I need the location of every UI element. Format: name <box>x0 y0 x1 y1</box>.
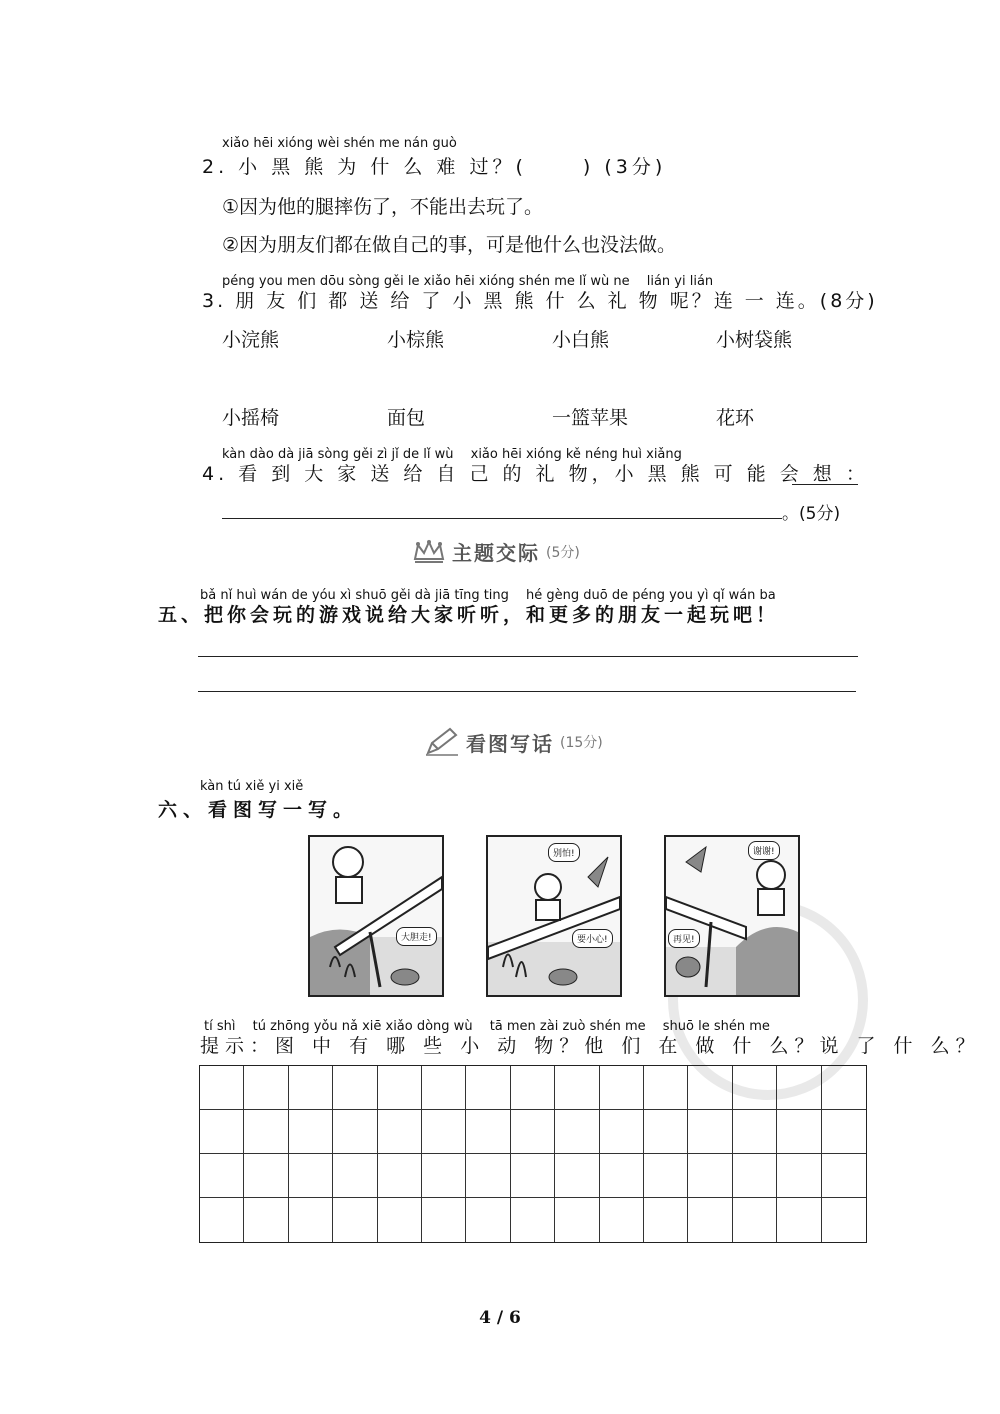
grid-cell[interactable] <box>333 1066 377 1110</box>
q3-pinyin: péng you men dōu sòng gěi le xiǎo hēi xióng shén me lǐ wù ne lián yi lián <box>222 274 714 289</box>
q4-score: 。(5分) <box>782 504 841 524</box>
grid-cell[interactable] <box>600 1110 644 1154</box>
crown-icon <box>412 539 446 565</box>
grid-cell[interactable] <box>422 1198 466 1242</box>
grid-cell[interactable] <box>644 1198 688 1242</box>
q2-option-1[interactable]: ①因为他的腿摔伤了，不能出去玩了。 <box>222 196 544 218</box>
grid-cell[interactable] <box>511 1154 555 1198</box>
comic-panel-1 <box>308 835 444 997</box>
q3-gift-3[interactable]: 一篮苹果 <box>552 407 629 429</box>
q3-gift-2[interactable]: 面包 <box>387 407 426 429</box>
grid-cell[interactable] <box>289 1198 333 1242</box>
q4-question: 4. 看 到 大 家 送 给 自 己 的 礼 物，小 黑 熊 可 能 会 想 ： <box>202 463 869 485</box>
grid-cell[interactable] <box>200 1198 244 1242</box>
section-score-communication: (5分) <box>546 544 580 561</box>
grid-cell[interactable] <box>333 1198 377 1242</box>
grid-cell[interactable] <box>466 1110 510 1154</box>
section-score-writing: (15分) <box>560 735 603 751</box>
comic-panel-2 <box>486 835 622 997</box>
speech-bubble-1: 大胆走! <box>396 927 437 946</box>
q5-question: 五、把你会玩的游戏说给大家听听，和更多的朋友一起玩吧！ <box>158 604 780 626</box>
page-number: 4 / 6 <box>479 1308 521 1328</box>
speech-bubble-5: 再见! <box>668 929 700 948</box>
grid-cell[interactable] <box>511 1198 555 1242</box>
q3-gift-4[interactable]: 花环 <box>716 407 755 429</box>
grid-cell[interactable] <box>644 1154 688 1198</box>
grid-cell[interactable] <box>378 1066 422 1110</box>
grid-cell[interactable] <box>333 1154 377 1198</box>
comic-panel-3 <box>664 835 800 997</box>
bear-bridge-illustration <box>310 837 442 995</box>
section-banner-communication <box>412 537 580 566</box>
grid-cell[interactable] <box>244 1154 288 1198</box>
q4-answer-line-1[interactable] <box>792 484 858 485</box>
grid-cell[interactable] <box>289 1066 333 1110</box>
q2-question: 2. 小 黑 熊 为 什 么 难 过？( ) (3分) <box>202 156 667 178</box>
grid-cell[interactable] <box>466 1154 510 1198</box>
grid-cell[interactable] <box>511 1066 555 1110</box>
section-title-communication: 主题交际 <box>452 541 540 565</box>
grid-cell[interactable] <box>733 1110 777 1154</box>
grid-cell[interactable] <box>733 1198 777 1242</box>
q3-animal-2[interactable]: 小棕熊 <box>387 329 445 351</box>
grid-cell[interactable] <box>378 1154 422 1198</box>
q2-option-2[interactable]: ②因为朋友们都在做自己的事，可是他什么也没法做。 <box>222 234 677 256</box>
grid-cell[interactable] <box>422 1110 466 1154</box>
grid-cell[interactable] <box>555 1066 599 1110</box>
grid-cell[interactable] <box>644 1066 688 1110</box>
grid-cell[interactable] <box>289 1154 333 1198</box>
pencil-icon <box>424 727 460 757</box>
grid-cell[interactable] <box>555 1110 599 1154</box>
grid-cell[interactable] <box>555 1154 599 1198</box>
grid-cell[interactable] <box>289 1110 333 1154</box>
grid-cell[interactable] <box>244 1198 288 1242</box>
grid-cell[interactable] <box>466 1198 510 1242</box>
q5-answer-line-2[interactable] <box>198 691 856 692</box>
grid-cell[interactable] <box>600 1154 644 1198</box>
speech-bubble-3: 要小心! <box>572 929 613 948</box>
grid-cell[interactable] <box>644 1110 688 1154</box>
speech-bubble-4: 谢谢! <box>748 841 780 860</box>
grid-cell[interactable] <box>688 1110 732 1154</box>
grid-cell[interactable] <box>200 1066 244 1110</box>
q4-pinyin: kàn dào dà jiā sòng gěi zì jǐ de lǐ wù xiǎo hēi xióng kě néng huì xiǎng <box>222 447 682 462</box>
grid-cell[interactable] <box>244 1066 288 1110</box>
grid-cell[interactable] <box>422 1066 466 1110</box>
grid-cell[interactable] <box>200 1110 244 1154</box>
grid-cell[interactable] <box>822 1154 866 1198</box>
grid-cell[interactable] <box>733 1066 777 1110</box>
q3-question: 3. 朋 友 们 都 送 给 了 小 黑 熊 什 么 礼 物 呢？连 一 连。(8分) <box>202 290 878 312</box>
writing-grid[interactable] <box>199 1065 867 1243</box>
grid-cell[interactable] <box>777 1154 821 1198</box>
grid-cell[interactable] <box>422 1154 466 1198</box>
grid-cell[interactable] <box>600 1198 644 1242</box>
grid-cell[interactable] <box>777 1198 821 1242</box>
q4-answer-line-2[interactable] <box>222 518 782 519</box>
grid-cell[interactable] <box>777 1066 821 1110</box>
q5-pinyin: bǎ nǐ huì wán de yóu xì shuō gěi dà jiā tīng ting hé gèng duō de péng you yì qǐ wán ba <box>200 588 776 603</box>
q3-animal-3[interactable]: 小白熊 <box>552 329 610 351</box>
grid-cell[interactable] <box>600 1066 644 1110</box>
section-title-writing: 看图写话 <box>466 731 554 756</box>
grid-cell[interactable] <box>688 1198 732 1242</box>
grid-cell[interactable] <box>466 1066 510 1110</box>
speech-bubble-2: 别怕! <box>548 843 580 862</box>
q3-gift-1[interactable]: 小摇椅 <box>222 407 280 429</box>
grid-cell[interactable] <box>822 1198 866 1242</box>
grid-cell[interactable] <box>822 1110 866 1154</box>
grid-cell[interactable] <box>200 1154 244 1198</box>
grid-cell[interactable] <box>555 1198 599 1242</box>
q3-animal-4[interactable]: 小树袋熊 <box>716 329 793 351</box>
hint-text: 提示：图 中 有 哪 些 小 动 物？他 们 在 做 什 么？说 了 什 么？ <box>200 1035 981 1057</box>
grid-cell[interactable] <box>688 1066 732 1110</box>
bear-thanks-illustration <box>666 837 798 995</box>
grid-cell[interactable] <box>378 1198 422 1242</box>
q6-pinyin: kàn tú xiě yi xiě <box>200 779 304 794</box>
grid-cell[interactable] <box>511 1110 555 1154</box>
grid-cell[interactable] <box>244 1110 288 1154</box>
section-banner-writing <box>424 727 603 757</box>
grid-cell[interactable] <box>822 1066 866 1110</box>
grid-cell[interactable] <box>688 1154 732 1198</box>
q2-pinyin: xiǎo hēi xióng wèi shén me nán guò <box>222 136 457 151</box>
grid-cell[interactable] <box>733 1154 777 1198</box>
grid-cell[interactable] <box>777 1110 821 1154</box>
q6-question: 六、看图写一写。 <box>158 799 359 821</box>
hint-pinyin: tí shì tú zhōng yǒu nǎ xiē xiǎo dòng wù tā men zài zuò shén me shuō le shén me <box>204 1019 770 1034</box>
grid-cell[interactable] <box>333 1110 377 1154</box>
q5-answer-line-1[interactable] <box>198 656 858 657</box>
q3-animal-1[interactable]: 小浣熊 <box>222 329 280 351</box>
grid-cell[interactable] <box>378 1110 422 1154</box>
